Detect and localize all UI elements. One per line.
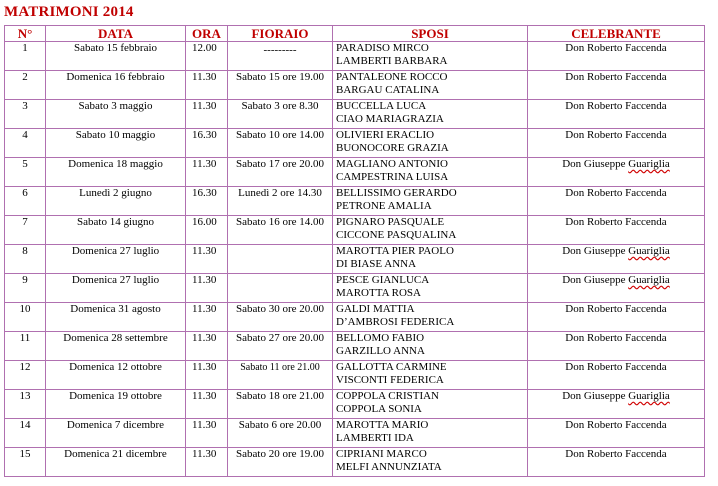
row-time: 11.30 xyxy=(186,361,228,390)
row-number: 3 xyxy=(5,100,46,129)
header-number: N° xyxy=(5,26,46,42)
celebrant-name: Don Giuseppe Guariglia xyxy=(562,245,670,257)
row-date: Sabato 10 maggio xyxy=(46,129,186,158)
row-florist: Lunedì 2 ore 14.30 xyxy=(228,187,333,216)
row-celebrant xyxy=(528,274,705,303)
row-florist: Sabato 30 ore 20.00 xyxy=(228,303,333,332)
spouse-2: MAROTTA ROSA xyxy=(336,287,421,299)
row-couple xyxy=(333,158,528,187)
row-date: Domenica 21 dicembre xyxy=(46,448,186,477)
table-row xyxy=(5,390,705,419)
row-date: Domenica 12 ottobre xyxy=(46,361,186,390)
table-row xyxy=(5,158,705,187)
page-title: MATRIMONI 2014 xyxy=(4,4,134,20)
row-florist: Sabato 17 ore 20.00 xyxy=(228,158,333,187)
celebrant-surname: Guariglia xyxy=(628,158,670,170)
row-time: 11.30 xyxy=(186,419,228,448)
spouse-1: PIGNARO PASQUALE xyxy=(336,216,445,228)
row-date: Domenica 28 settembre xyxy=(46,332,186,361)
celebrant-surname: Guariglia xyxy=(628,274,670,286)
celebrant-name: Don Roberto Faccenda xyxy=(565,448,667,460)
spouse-1: OLIVIERI ERACLIO xyxy=(336,129,435,141)
row-couple xyxy=(333,303,528,332)
spouse-1: BUCCELLA LUCA xyxy=(336,100,427,112)
spouse-1: PANTALEONE ROCCO xyxy=(336,71,448,83)
row-date: Domenica 27 luglio xyxy=(46,245,186,274)
row-couple xyxy=(333,419,528,448)
spouse-2: D’AMBROSI FEDERICA xyxy=(336,316,455,328)
header-celebrant: CELEBRANTE xyxy=(528,26,705,42)
spouse-2: LAMBERTI IDA xyxy=(336,432,414,444)
row-number: 2 xyxy=(5,71,46,100)
celebrant-name: Don Giuseppe Guariglia xyxy=(562,274,670,286)
row-number: 13 xyxy=(5,390,46,419)
row-time: 11.30 xyxy=(186,158,228,187)
row-number: 15 xyxy=(5,448,46,477)
row-florist: Sabato 16 ore 14.00 xyxy=(228,216,333,245)
row-time: 16.30 xyxy=(186,129,228,158)
row-celebrant xyxy=(528,332,705,361)
row-time: 11.30 xyxy=(186,332,228,361)
header-couple: SPOSI xyxy=(333,26,528,42)
row-couple xyxy=(333,71,528,100)
row-number: 6 xyxy=(5,187,46,216)
row-number: 1 xyxy=(5,42,46,71)
row-florist: Sabato 6 ore 20.00 xyxy=(228,419,333,448)
row-celebrant xyxy=(528,129,705,158)
celebrant-name: Don Roberto Faccenda xyxy=(565,71,667,83)
row-time: 16.30 xyxy=(186,187,228,216)
row-florist: Sabato 15 ore 19.00 xyxy=(228,71,333,100)
spouse-2: COPPOLA SONIA xyxy=(336,403,422,415)
table-row xyxy=(5,71,705,100)
row-time: 11.30 xyxy=(186,448,228,477)
celebrant-name: Don Roberto Faccenda xyxy=(565,216,667,228)
row-couple xyxy=(333,100,528,129)
row-time: 11.30 xyxy=(186,303,228,332)
celebrant-name: Don Roberto Faccenda xyxy=(565,303,667,315)
celebrant-name: Don Roberto Faccenda xyxy=(565,361,667,373)
row-date: Sabato 15 febbraio xyxy=(46,42,186,71)
row-time: 12.00 xyxy=(186,42,228,71)
spouse-2: PETRONE AMALIA xyxy=(336,200,432,212)
celebrant-name: Don Roberto Faccenda xyxy=(565,100,667,112)
celebrant-surname: Guariglia xyxy=(628,245,670,257)
row-celebrant xyxy=(528,245,705,274)
spouse-1: MAROTTA MARIO xyxy=(336,419,429,431)
row-date: Sabato 14 giugno xyxy=(46,216,186,245)
row-couple xyxy=(333,187,528,216)
header-date: DATA xyxy=(46,26,186,42)
row-couple xyxy=(333,332,528,361)
row-time: 11.30 xyxy=(186,245,228,274)
table-row xyxy=(5,448,705,477)
row-celebrant xyxy=(528,187,705,216)
row-number: 14 xyxy=(5,419,46,448)
row-time: 11.30 xyxy=(186,274,228,303)
row-florist xyxy=(228,274,333,303)
row-date: Domenica 19 ottobre xyxy=(46,390,186,419)
spouse-1: MAROTTA PIER PAOLO xyxy=(336,245,454,257)
row-celebrant xyxy=(528,42,705,71)
table-row xyxy=(5,129,705,158)
row-celebrant xyxy=(528,216,705,245)
celebrant-name: Don Giuseppe Guariglia xyxy=(562,390,670,402)
spouse-1: PESCE GIANLUCA xyxy=(336,274,430,286)
spouse-2: CIAO MARIAGRAZIA xyxy=(336,113,444,125)
row-couple xyxy=(333,129,528,158)
row-celebrant xyxy=(528,448,705,477)
spouse-1: GALDI MATTIA xyxy=(336,303,415,315)
table-row xyxy=(5,187,705,216)
row-couple xyxy=(333,274,528,303)
row-number: 4 xyxy=(5,129,46,158)
table-row xyxy=(5,419,705,448)
spouse-2: VISCONTI FEDERICA xyxy=(336,374,444,386)
row-time: 11.30 xyxy=(186,100,228,129)
row-number: 8 xyxy=(5,245,46,274)
row-celebrant xyxy=(528,100,705,129)
row-number: 10 xyxy=(5,303,46,332)
florist-note: --------- xyxy=(263,44,297,56)
row-number: 5 xyxy=(5,158,46,187)
row-couple xyxy=(333,361,528,390)
row-celebrant xyxy=(528,361,705,390)
row-florist: Sabato 27 ore 20.00 xyxy=(228,332,333,361)
celebrant-name: Don Roberto Faccenda xyxy=(565,332,667,344)
spouse-2: GARZILLO ANNA xyxy=(336,345,425,357)
row-couple xyxy=(333,245,528,274)
spouse-2: BARGAU CATALINA xyxy=(336,84,440,96)
row-couple xyxy=(333,448,528,477)
row-date: Lunedì 2 giugno xyxy=(46,187,186,216)
header-florist: FIORAIO xyxy=(228,26,333,42)
row-date: Domenica 27 luglio xyxy=(46,274,186,303)
celebrant-name: Don Roberto Faccenda xyxy=(565,42,667,54)
row-couple xyxy=(333,42,528,71)
row-florist: Sabato 10 ore 14.00 xyxy=(228,129,333,158)
row-date: Domenica 16 febbraio xyxy=(46,71,186,100)
spouse-2: LAMBERTI BARBARA xyxy=(336,55,448,67)
row-celebrant xyxy=(528,419,705,448)
table-row xyxy=(5,42,705,71)
table-row xyxy=(5,100,705,129)
row-date: Domenica 31 agosto xyxy=(46,303,186,332)
table-row xyxy=(5,245,705,274)
spouse-1: GALLOTTA CARMINE xyxy=(336,361,447,373)
row-florist: Sabato 3 ore 8.30 xyxy=(228,100,333,129)
spouse-2: CICCONE PASQUALINA xyxy=(336,229,457,241)
spouse-2: DI BIASE ANNA xyxy=(336,258,417,270)
spouse-1: CIPRIANI MARCO xyxy=(336,448,427,460)
celebrant-name: Don Roberto Faccenda xyxy=(565,129,667,141)
row-number: 11 xyxy=(5,332,46,361)
celebrant-name: Don Giuseppe Guariglia xyxy=(562,158,670,170)
row-florist: Sabato 11 ore 21.00 xyxy=(228,361,333,390)
table-row xyxy=(5,332,705,361)
row-time: 11.30 xyxy=(186,390,228,419)
row-celebrant xyxy=(528,303,705,332)
row-florist xyxy=(228,42,333,71)
spouse-1: BELLOMO FABIO xyxy=(336,332,425,344)
row-date: Domenica 18 maggio xyxy=(46,158,186,187)
row-time: 11.30 xyxy=(186,71,228,100)
spouse-1: MAGLIANO ANTONIO xyxy=(336,158,448,170)
row-florist: Sabato 20 ore 19.00 xyxy=(228,448,333,477)
row-couple xyxy=(333,390,528,419)
table-row xyxy=(5,303,705,332)
spouse-1: PARADISO MIRCO xyxy=(336,42,429,54)
spouse-2: BUONOCORE GRAZIA xyxy=(336,142,449,154)
celebrant-name: Don Roberto Faccenda xyxy=(565,419,667,431)
row-date: Sabato 3 maggio xyxy=(46,100,186,129)
spouse-1: COPPOLA CRISTIAN xyxy=(336,390,439,402)
row-celebrant xyxy=(528,390,705,419)
spouse-1: BELLISSIMO GERARDO xyxy=(336,187,457,199)
row-number: 7 xyxy=(5,216,46,245)
row-time: 16.00 xyxy=(186,216,228,245)
row-celebrant xyxy=(528,71,705,100)
row-number: 12 xyxy=(5,361,46,390)
weddings-table xyxy=(4,25,705,477)
celebrant-surname: Guariglia xyxy=(628,390,670,402)
spouse-2: MELFI ANNUNZIATA xyxy=(336,461,442,473)
row-celebrant xyxy=(528,158,705,187)
row-date: Domenica 7 dicembre xyxy=(46,419,186,448)
table-row xyxy=(5,216,705,245)
celebrant-name: Don Roberto Faccenda xyxy=(565,187,667,199)
row-florist: Sabato 18 ore 21.00 xyxy=(228,390,333,419)
row-number: 9 xyxy=(5,274,46,303)
spouse-2: CAMPESTRINA LUISA xyxy=(336,171,449,183)
table-row xyxy=(5,274,705,303)
row-couple xyxy=(333,216,528,245)
table-header-row xyxy=(5,26,705,42)
table-row xyxy=(5,361,705,390)
header-time: ORA xyxy=(186,26,228,42)
row-florist xyxy=(228,245,333,274)
